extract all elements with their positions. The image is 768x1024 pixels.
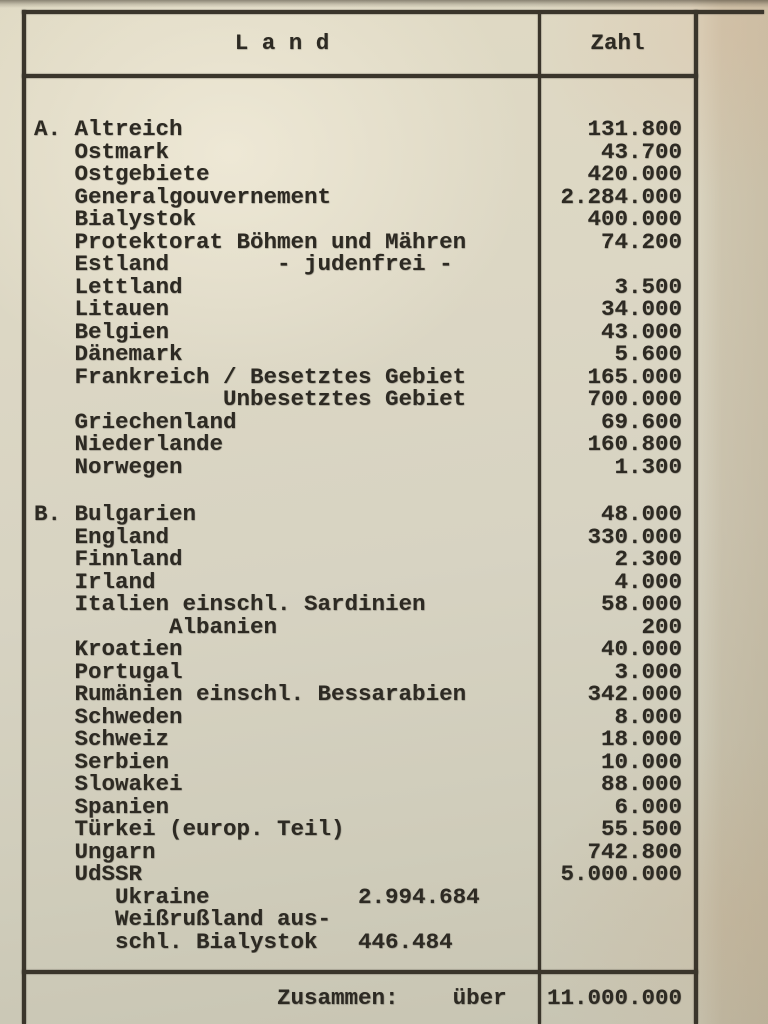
- table-row: [26, 838, 694, 865]
- table-row: [26, 658, 694, 685]
- table-top-border: [22, 10, 764, 14]
- land-cell: Estland - judenfrei -: [34, 253, 453, 276]
- zahl-cell: 160.800: [587, 431, 682, 457]
- table-row: [26, 728, 694, 751]
- zahl-cell: 2.284.000: [560, 183, 682, 210]
- land-cell: Litauen: [34, 298, 170, 321]
- zahl-cell: 40.000: [600, 636, 682, 662]
- zahl-cell: 700.000: [587, 386, 682, 412]
- zahl-cell: [541, 253, 694, 276]
- table-row: [26, 163, 694, 186]
- zahl-cell: 6.000: [614, 793, 682, 820]
- land-cell: Slowakei: [34, 773, 183, 796]
- table-row: [26, 908, 694, 931]
- table-row: [26, 408, 694, 435]
- table-row: [26, 183, 694, 210]
- zahl-cell: 74.200: [600, 228, 682, 255]
- land-cell: Griechenland: [34, 410, 237, 433]
- table-row: [26, 388, 694, 411]
- zahl-cell: [541, 931, 694, 954]
- table-row: [26, 773, 694, 796]
- table-row: [26, 748, 694, 775]
- land-cell: Irland: [34, 570, 156, 593]
- table-row: [26, 453, 694, 480]
- zahl-cell: 8.000: [614, 703, 682, 730]
- table-row: [26, 138, 694, 165]
- land-cell: Frankreich / Besetztes Gebiet: [34, 365, 467, 388]
- land-cell: Unbesetztes Gebiet: [34, 388, 467, 411]
- land-cell: Ostmark: [34, 140, 170, 163]
- zahl-cell: 43.700: [600, 138, 682, 165]
- section-a-rows: [26, 118, 694, 478]
- zahl-cell: [541, 908, 694, 931]
- column-header-zahl: Zahl: [590, 30, 645, 56]
- land-cell: B. Bulgarien: [34, 503, 197, 526]
- table-row: [26, 523, 694, 550]
- land-cell: Ukraine 2.994.684: [34, 885, 480, 908]
- table-row: [26, 703, 694, 730]
- footer-total-label: Zusammen: über: [34, 985, 507, 1011]
- zahl-cell: 34.000: [600, 296, 682, 322]
- land-cell: schl. Bialystok 446.484: [34, 930, 453, 953]
- land-cell: Italien einschl. Sardinien: [34, 593, 426, 616]
- land-cell: Lettland: [34, 275, 183, 298]
- table-right-border: [694, 10, 698, 1024]
- table-row: [26, 568, 694, 595]
- land-cell: A. Altreich: [34, 118, 183, 141]
- footer-row: [26, 983, 694, 1013]
- table-row: [26, 863, 694, 886]
- zahl-cell: 165.000: [587, 363, 682, 390]
- zahl-cell: 420.000: [587, 161, 682, 187]
- table-row: [26, 593, 694, 616]
- table-row: [26, 118, 694, 141]
- land-cell: Ostgebiete: [34, 163, 210, 186]
- table-row: [26, 208, 694, 231]
- land-cell: Schweden: [34, 705, 183, 728]
- zahl-cell: 2.300: [614, 546, 682, 572]
- land-cell: Belgien: [34, 320, 170, 343]
- zahl-cell: 131.800: [587, 116, 682, 142]
- land-cell: Bialystok: [34, 208, 197, 231]
- land-cell: Rumänien einschl. Bessarabien: [34, 683, 467, 706]
- land-cell: Finnland: [34, 548, 183, 571]
- zahl-cell: 5.000.000: [560, 861, 682, 887]
- table-row: [26, 931, 694, 954]
- zahl-cell: 4.000: [614, 568, 682, 595]
- land-cell: Portugal: [34, 660, 183, 683]
- header-separator-line: [22, 74, 698, 78]
- table-row: [26, 613, 694, 640]
- land-cell: Generalgouvernement: [34, 185, 332, 208]
- zahl-cell: 3.000: [614, 658, 682, 685]
- zahl-cell: [541, 886, 694, 909]
- zahl-cell: 200: [641, 613, 682, 640]
- table-row: [26, 318, 694, 345]
- table-row: [26, 433, 694, 456]
- land-cell: Norwegen: [34, 455, 183, 478]
- table-row: [26, 298, 694, 321]
- table-row: [26, 886, 694, 909]
- footer-total-value: 11.000.000: [546, 985, 682, 1011]
- table-body: [26, 80, 694, 953]
- footer-separator-line: [22, 970, 698, 974]
- land-cell: Dänemark: [34, 343, 183, 366]
- table-row: [26, 363, 694, 390]
- land-cell: Albanien: [34, 615, 278, 638]
- table-row: [26, 548, 694, 571]
- zahl-cell: 69.600: [600, 408, 682, 435]
- land-cell: Kroatien: [34, 638, 183, 661]
- zahl-cell: 58.000: [600, 591, 682, 617]
- land-cell: Türkei (europ. Teil): [34, 818, 345, 841]
- zahl-cell: 18.000: [600, 726, 682, 752]
- land-cell: Weißrußland aus-: [34, 908, 332, 931]
- zahl-cell: 43.000: [600, 318, 682, 345]
- zahl-cell: 1.300: [614, 453, 682, 480]
- land-cell: UdSSR: [34, 863, 143, 886]
- land-cell: Ungarn: [34, 840, 156, 863]
- zahl-cell: 55.500: [600, 816, 682, 842]
- zahl-cell: 3.500: [614, 273, 682, 300]
- table-row: [26, 683, 694, 706]
- land-cell: Spanien: [34, 795, 170, 818]
- section-gap: [26, 478, 694, 503]
- land-cell: Niederlande: [34, 433, 224, 456]
- zahl-cell: 400.000: [587, 206, 682, 232]
- land-cell: Schweiz: [34, 728, 170, 751]
- table-row: [26, 343, 694, 366]
- land-cell: Serbien: [34, 750, 170, 773]
- zahl-cell: 5.600: [614, 341, 682, 367]
- zahl-cell: 342.000: [587, 681, 682, 707]
- table-row: [26, 228, 694, 255]
- land-cell: England: [34, 525, 170, 548]
- zahl-cell: 48.000: [600, 501, 682, 527]
- table-row: [26, 818, 694, 841]
- zahl-cell: 330.000: [587, 523, 682, 550]
- table-row: [26, 253, 694, 276]
- table-row: [26, 638, 694, 661]
- table-row: [26, 273, 694, 300]
- section-b-rows: [26, 503, 694, 953]
- table-row: [26, 793, 694, 820]
- zahl-cell: 10.000: [600, 748, 682, 775]
- table-row: [26, 503, 694, 526]
- land-cell: Protektorat Böhmen und Mähren: [34, 230, 467, 253]
- column-header-land: L a n d: [234, 30, 330, 56]
- zahl-cell: 88.000: [600, 771, 682, 797]
- zahl-cell: 742.800: [587, 838, 682, 865]
